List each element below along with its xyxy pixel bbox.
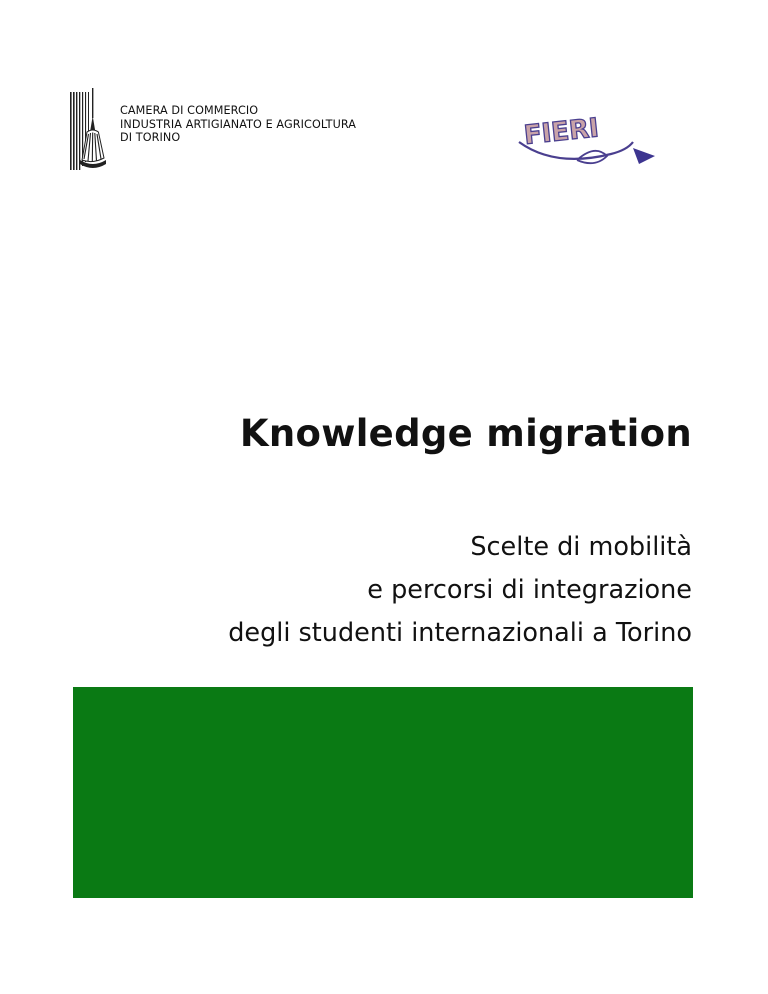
chamber-line-1: CAMERA DI COMMERCIO <box>120 104 259 117</box>
fieri-logo-text: FIERI <box>522 113 601 151</box>
chamber-line-2: INDUSTRIA ARTIGIANATO E AGRICOLTURA <box>120 117 357 131</box>
subtitle-line-2: e percorsi di integrazione <box>367 575 692 605</box>
green-color-block <box>73 687 693 898</box>
chamber-line-3: DI TORINO <box>120 131 181 144</box>
document-subtitle <box>228 526 692 655</box>
document-title: Knowledge migration <box>239 412 692 455</box>
subtitle-line-1: Scelte di mobilità <box>470 532 692 562</box>
fieri-arrow-icon <box>633 148 655 164</box>
subtitle-line-3: degli studenti internazionali a Torino <box>228 618 692 648</box>
fieri-logo <box>515 98 657 170</box>
chamber-of-commerce-name <box>120 104 356 145</box>
chamber-of-commerce-logo <box>70 88 370 178</box>
mole-antonelliana-icon <box>70 88 114 174</box>
